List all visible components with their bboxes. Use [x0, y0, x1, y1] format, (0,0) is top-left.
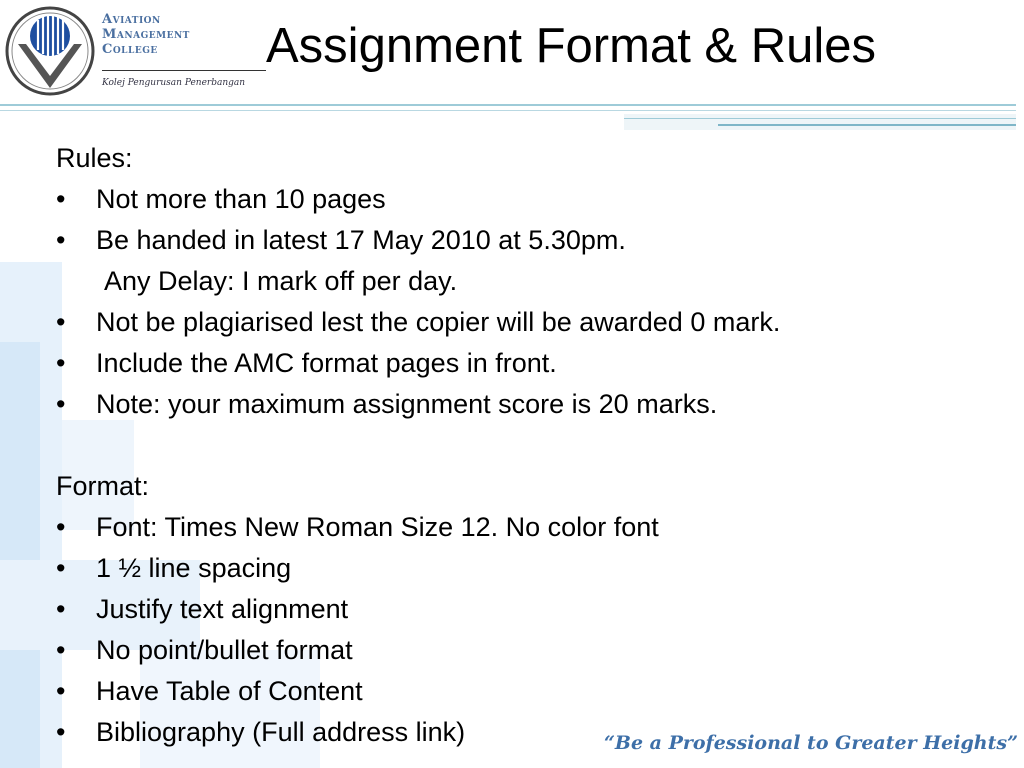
- spacer: [56, 425, 1016, 466]
- list-item: [56, 384, 1016, 425]
- bullet-icon: •: [56, 553, 66, 583]
- bullet-icon: •: [56, 594, 66, 624]
- list-item: [56, 589, 1016, 630]
- format-heading: Format:: [56, 471, 150, 501]
- header-decor-box: [624, 114, 1016, 130]
- slide-title: Assignment Format & Rules: [266, 19, 876, 73]
- list-item-text: Not more than 10 pages: [96, 184, 386, 214]
- logo-name-line: Management: [102, 27, 190, 42]
- logo-college-name: [102, 12, 190, 57]
- logo-divider: [102, 70, 266, 71]
- list-item-text: Font: Times New Roman Size 12. No color font: [96, 512, 659, 542]
- list-item-text: No point/bullet format: [96, 635, 353, 665]
- logo-tagline: Kolej Pengurusan Penerbangan: [102, 78, 246, 88]
- bullet-icon: •: [56, 635, 66, 665]
- list-item: [56, 220, 1016, 261]
- list-item-text: Have Table of Content: [96, 676, 363, 706]
- list-item-text: Justify text alignment: [96, 594, 349, 624]
- bullet-icon: •: [56, 225, 66, 255]
- list-item-text: Note: your maximum assignment score is 20 marks.: [96, 389, 718, 419]
- bullet-icon: •: [56, 348, 66, 378]
- slide-body: [56, 138, 1016, 753]
- logo-name-line: Aviation: [102, 12, 161, 27]
- delay-note: Any Delay: I mark off per day.: [104, 266, 458, 296]
- decor-band: [0, 342, 40, 768]
- bullet-icon: •: [56, 676, 66, 706]
- list-item-text: 1 ½ line spacing: [96, 553, 292, 583]
- header-rule: [718, 124, 1016, 126]
- amc-emblem-icon: [4, 4, 100, 98]
- list-item: [56, 302, 1016, 343]
- college-logo: [4, 4, 268, 98]
- bullet-icon: •: [56, 717, 66, 747]
- bullet-icon: •: [56, 184, 66, 214]
- header-rule: [0, 104, 1016, 106]
- list-item: [56, 179, 1016, 220]
- list-item: [56, 671, 1016, 712]
- header-rule: [0, 110, 1016, 111]
- bullet-icon: •: [56, 307, 66, 337]
- list-item: [56, 548, 1016, 589]
- college-motto: “Be a Professional to Greater Heights”: [603, 732, 1018, 754]
- list-item-text: Bibliography (Full address link): [96, 717, 466, 747]
- list-item: [56, 507, 1016, 548]
- bullet-icon: •: [56, 389, 66, 419]
- rules-heading: Rules:: [56, 143, 133, 173]
- logo-name-line: College: [102, 42, 158, 57]
- list-item-text: Not be plagiarised lest the copier will be awarded 0 mark.: [96, 307, 781, 337]
- bullet-icon: •: [56, 512, 66, 542]
- list-item: [56, 630, 1016, 671]
- list-item: [56, 343, 1016, 384]
- list-item-text: Be handed in latest 17 May 2010 at 5.30pm.: [96, 225, 626, 255]
- list-item-text: Include the AMC format pages in front.: [96, 348, 557, 378]
- header-rule: [624, 118, 1016, 119]
